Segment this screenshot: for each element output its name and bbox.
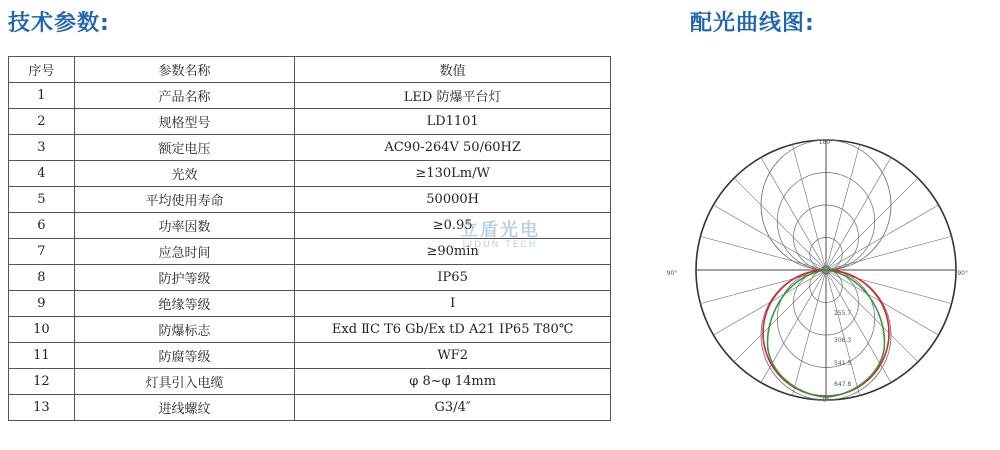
ring-label-4: 647.8	[834, 381, 852, 388]
cell-name: 功率因数	[74, 213, 294, 239]
cell-no: 8	[9, 265, 75, 291]
table-row	[9, 213, 611, 239]
polar-spoke	[826, 270, 860, 396]
header-no: 序号	[9, 57, 75, 83]
polar-spoke	[826, 144, 860, 270]
header-value: 数值	[295, 57, 611, 83]
cell-name: 防腐等级	[74, 343, 294, 369]
cell-value: ≥130Lm/W	[295, 161, 611, 187]
table-row	[9, 317, 611, 343]
cell-value: Ⅰ	[295, 291, 611, 317]
cell-name: 平均使用寿命	[74, 187, 294, 213]
cell-no: 13	[9, 395, 75, 421]
angle-label-left: 90°	[666, 270, 678, 277]
watermark-en: LIDUN TECH	[462, 240, 538, 250]
polar-spoke	[761, 270, 826, 383]
table-row	[9, 395, 611, 421]
table-row	[9, 291, 611, 317]
ring-label-3: 541.5	[834, 360, 852, 367]
polar-spoke	[792, 270, 826, 396]
angle-label-top: 180°	[818, 139, 834, 146]
cell-no: 5	[9, 187, 75, 213]
polar-spoke	[826, 178, 918, 270]
spec-table	[8, 56, 611, 421]
light-distribution-polar-chart	[660, 132, 970, 407]
polar-spoke	[826, 236, 952, 270]
cell-name: 额定电压	[74, 135, 294, 161]
cell-name: 灯具引入电缆	[74, 369, 294, 395]
table-header-row	[9, 57, 611, 83]
angle-label-right: 90°	[957, 270, 968, 277]
cell-name: 产品名称	[74, 83, 294, 109]
ring-label-2: 306.3	[834, 337, 852, 344]
table-row	[9, 239, 611, 265]
cell-name: 规格型号	[74, 109, 294, 135]
table-row	[9, 187, 611, 213]
cell-value: LED 防爆平台灯	[295, 83, 611, 109]
table-row	[9, 83, 611, 109]
polar-spoke	[792, 144, 826, 270]
table-row	[9, 109, 611, 135]
watermark-cn: 立盾光电	[460, 220, 540, 241]
cell-no: 1	[9, 83, 75, 109]
table-row	[9, 265, 611, 291]
polar-spoke	[826, 157, 891, 270]
cell-value: ≥90min	[295, 239, 611, 265]
polar-spoke	[761, 157, 826, 270]
table-row	[9, 135, 611, 161]
light-curve-title: 配光曲线图:	[690, 11, 815, 36]
cell-no: 6	[9, 213, 75, 239]
cell-value: G3/4″	[295, 395, 611, 421]
table-row	[9, 343, 611, 369]
cell-no: 2	[9, 109, 75, 135]
cell-no: 3	[9, 135, 75, 161]
angle-label-bottom: 0°	[822, 397, 830, 404]
cell-value: LD1101	[295, 109, 611, 135]
cell-name: 绝缘等级	[74, 291, 294, 317]
cell-no: 4	[9, 161, 75, 187]
cell-value: IP65	[295, 265, 611, 291]
cell-no: 7	[9, 239, 75, 265]
cell-name: 光效	[74, 161, 294, 187]
cell-name: 进线螺纹	[74, 395, 294, 421]
cell-no: 9	[9, 291, 75, 317]
cell-no: 10	[9, 317, 75, 343]
header-name: 参数名称	[74, 57, 294, 83]
table-row	[9, 369, 611, 395]
cell-name: 防护等级	[74, 265, 294, 291]
polar-spoke	[734, 270, 826, 362]
cell-value: ≥0.95	[295, 213, 611, 239]
cell-value: Exd ⅡC T6 Gb/Ex tD A21 IP65 T80℃	[295, 317, 611, 343]
cell-value: WF2	[295, 343, 611, 369]
cell-no: 11	[9, 343, 75, 369]
tech-params-title: 技术参数:	[8, 11, 110, 36]
polar-spoke	[734, 178, 826, 270]
cell-value: φ 8~φ 14mm	[295, 369, 611, 395]
cell-no: 12	[9, 369, 75, 395]
cell-value: AC90-264V 50/60HZ	[295, 135, 611, 161]
cell-name: 防爆标志	[74, 317, 294, 343]
cell-name: 应急时间	[74, 239, 294, 265]
table-row	[9, 161, 611, 187]
cell-value: 50000H	[295, 187, 611, 213]
polar-spoke	[700, 236, 826, 270]
ring-label-1: 255.7	[834, 310, 852, 317]
